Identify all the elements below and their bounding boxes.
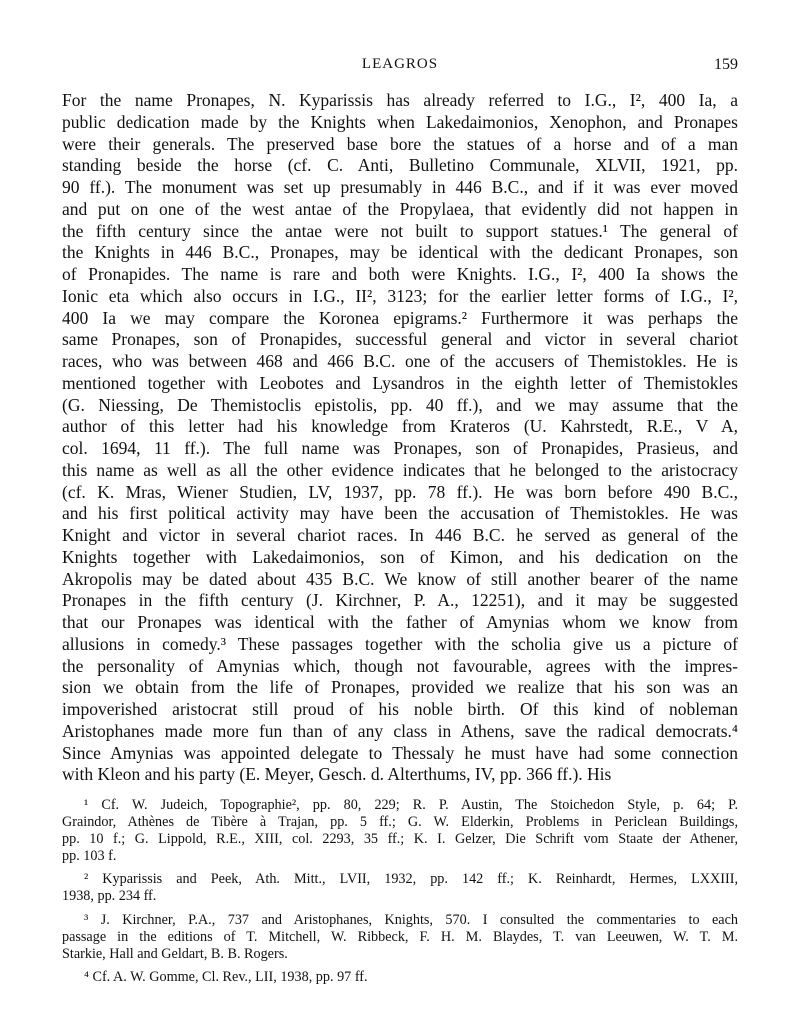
page-header — [62, 56, 738, 78]
footnote-line: passage in the editions of T. Mitchell, W. Ribbeck, F. H. M. Blaydes, T. van Leeuwen, W. T. M. — [62, 928, 738, 945]
footnote-2 — [62, 871, 738, 905]
text-line: Since Amynias was appointed delegate to Thessaly he must have had some connection — [62, 742, 738, 763]
text-line: Aristophanes made more fun than of any class in Athens, save the radical democrats.⁴ — [62, 720, 738, 741]
text-line: allusions in comedy.³ These passages together with the scholia give us a picture of — [62, 633, 738, 654]
text-line: public dedication made by the Knights when Lakedaimonios, Xenophon, and Pronapes — [62, 111, 738, 132]
text-line: Ionic eta which also occurs in I.G., II², 3123; for the earlier letter forms of I.G., I², — [62, 285, 738, 306]
text-line: standing beside the horse (cf. C. Anti, Bulletino Communale, XLVII, 1921, pp. — [62, 155, 738, 176]
text-line: author of this letter had his knowledge from Krateros (U. Kahrstedt, R.E., V A, — [62, 416, 738, 437]
text-line: of Pronapides. The name is rare and both were Knights. I.G., I², 400 Ia shows the — [62, 264, 738, 284]
text-line: (cf. K. Mras, Wiener Studien, LV, 1937, pp. 78 ff.). He was born before 490 B.C., — [62, 481, 738, 502]
running-title: LEAGROS — [361, 56, 439, 72]
main-text — [62, 90, 738, 786]
footnote-line: pp. 103 f. — [62, 848, 117, 865]
text-line: this name as well as all the other evidence indicates that he belonged to the aristocracy — [62, 459, 738, 480]
page-number: 159 — [714, 56, 738, 73]
footnote-line: 1938, pp. 234 ff. — [62, 888, 157, 905]
text-line: 400 Ia we may compare the Koronea epigrams.² Furthermore it was perhaps the — [62, 307, 738, 328]
text-line: and put on one of the west antae of the Propylaea, that evidently did not happen in — [62, 198, 738, 219]
footnote-line: ¹ Cf. W. Judeich, Topographie², pp. 80, 229; R. P. Austin, The Stoichedon Style, p. 64; P. — [84, 797, 738, 813]
text-line: (G. Niessing, De Themistoclis epistolis, pp. 40 ff.), and we may assume that the — [62, 394, 738, 415]
text-line: Pronapes in the fifth century (J. Kirchner, P. A., 12251), and it may be suggested — [62, 590, 738, 611]
footnote-line: Starkie, Hall and Geldart, B. B. Rogers. — [62, 945, 288, 962]
text-line: For the name Pronapes, N. Kyparissis has already referred to I.G., I², 400 Ia, a — [62, 90, 738, 110]
text-line: and his first political activity may have been the accusation of Themistokles. He was — [62, 503, 738, 524]
text-line: impoverished aristocrat still proud of his noble birth. Of this kind of nobleman — [62, 699, 738, 719]
footnote-1 — [62, 797, 738, 865]
text-line: Knights together with Lakedaimonios, son of Kimon, and his dedication on the — [62, 546, 738, 567]
footnote-line: Graindor, Athènes de Tibère à Trajan, pp. 5 ff.; G. W. Elderkin, Problems in Periclean Buildings, — [62, 814, 738, 831]
text-line: the Knights in 446 B.C., Pronapes, may be identical with the dedicant Pronapes, son — [62, 242, 738, 263]
text-line: col. 1694, 11 ff.). The full name was Pronapes, son of Pronapides, Prasieus, and — [62, 438, 738, 458]
text-line: races, who was between 468 and 466 B.C. one of the accusers of Themistokles. He is — [62, 351, 738, 371]
text-line: Knight and victor in several chariot races. In 446 B.C. he served as general of the — [62, 525, 738, 545]
footnote-line: ³ J. Kirchner, P.A., 737 and Aristophanes, Knights, 570. I consulted the commentaries to each — [84, 911, 738, 928]
text-line: same Pronapes, son of Pronapides, successful general and victor in several chariot — [62, 329, 738, 350]
text-line: the fifth century since the antae were not built to support statues.¹ The general of — [62, 220, 738, 241]
text-line: that our Pronapes was identical with the father of Amynias whom we know from — [62, 612, 738, 632]
text-line: the personality of Amynias which, though not favourable, agrees with the impres- — [62, 655, 738, 676]
footnote-3 — [62, 912, 738, 963]
text-line: mentioned together with Leobotes and Lysandros in the eighth letter of Themistokles — [62, 372, 738, 393]
footnote-line: ² Kyparissis and Peek, Ath. Mitt., LVII, 1932, pp. 142 ff.; K. Reinhardt, Hermes, LXXIII, — [84, 871, 738, 888]
footnotes — [62, 797, 738, 986]
footnote-line: ⁴ Cf. A. W. Gomme, Cl. Rev., LII, 1938, pp. 97 ff. — [84, 968, 368, 985]
text-line: were their generals. The preserved base bore the statues of a horse and of a man — [62, 133, 738, 154]
text-line: sion we obtain from the life of Pronapes, provided we realize that his son was an — [62, 677, 738, 698]
text-line: with Kleon and his party (E. Meyer, Gesch. d. Alterthums, IV, pp. 366 ff.). His — [62, 764, 612, 785]
footnote-4 — [62, 969, 738, 986]
text-line: 90 ff.). The monument was set up presumably in 446 B.C., and if it was ever moved — [62, 177, 738, 197]
footnote-line: pp. 10 f.; G. Lippold, R.E., XIII, col. 2293, 35 ff.; K. I. Gelzer, Die Schrift vom Staate der Athener, — [62, 831, 738, 848]
text-line: Akropolis may be dated about 435 B.C. We know of still another bearer of the name — [62, 568, 738, 589]
